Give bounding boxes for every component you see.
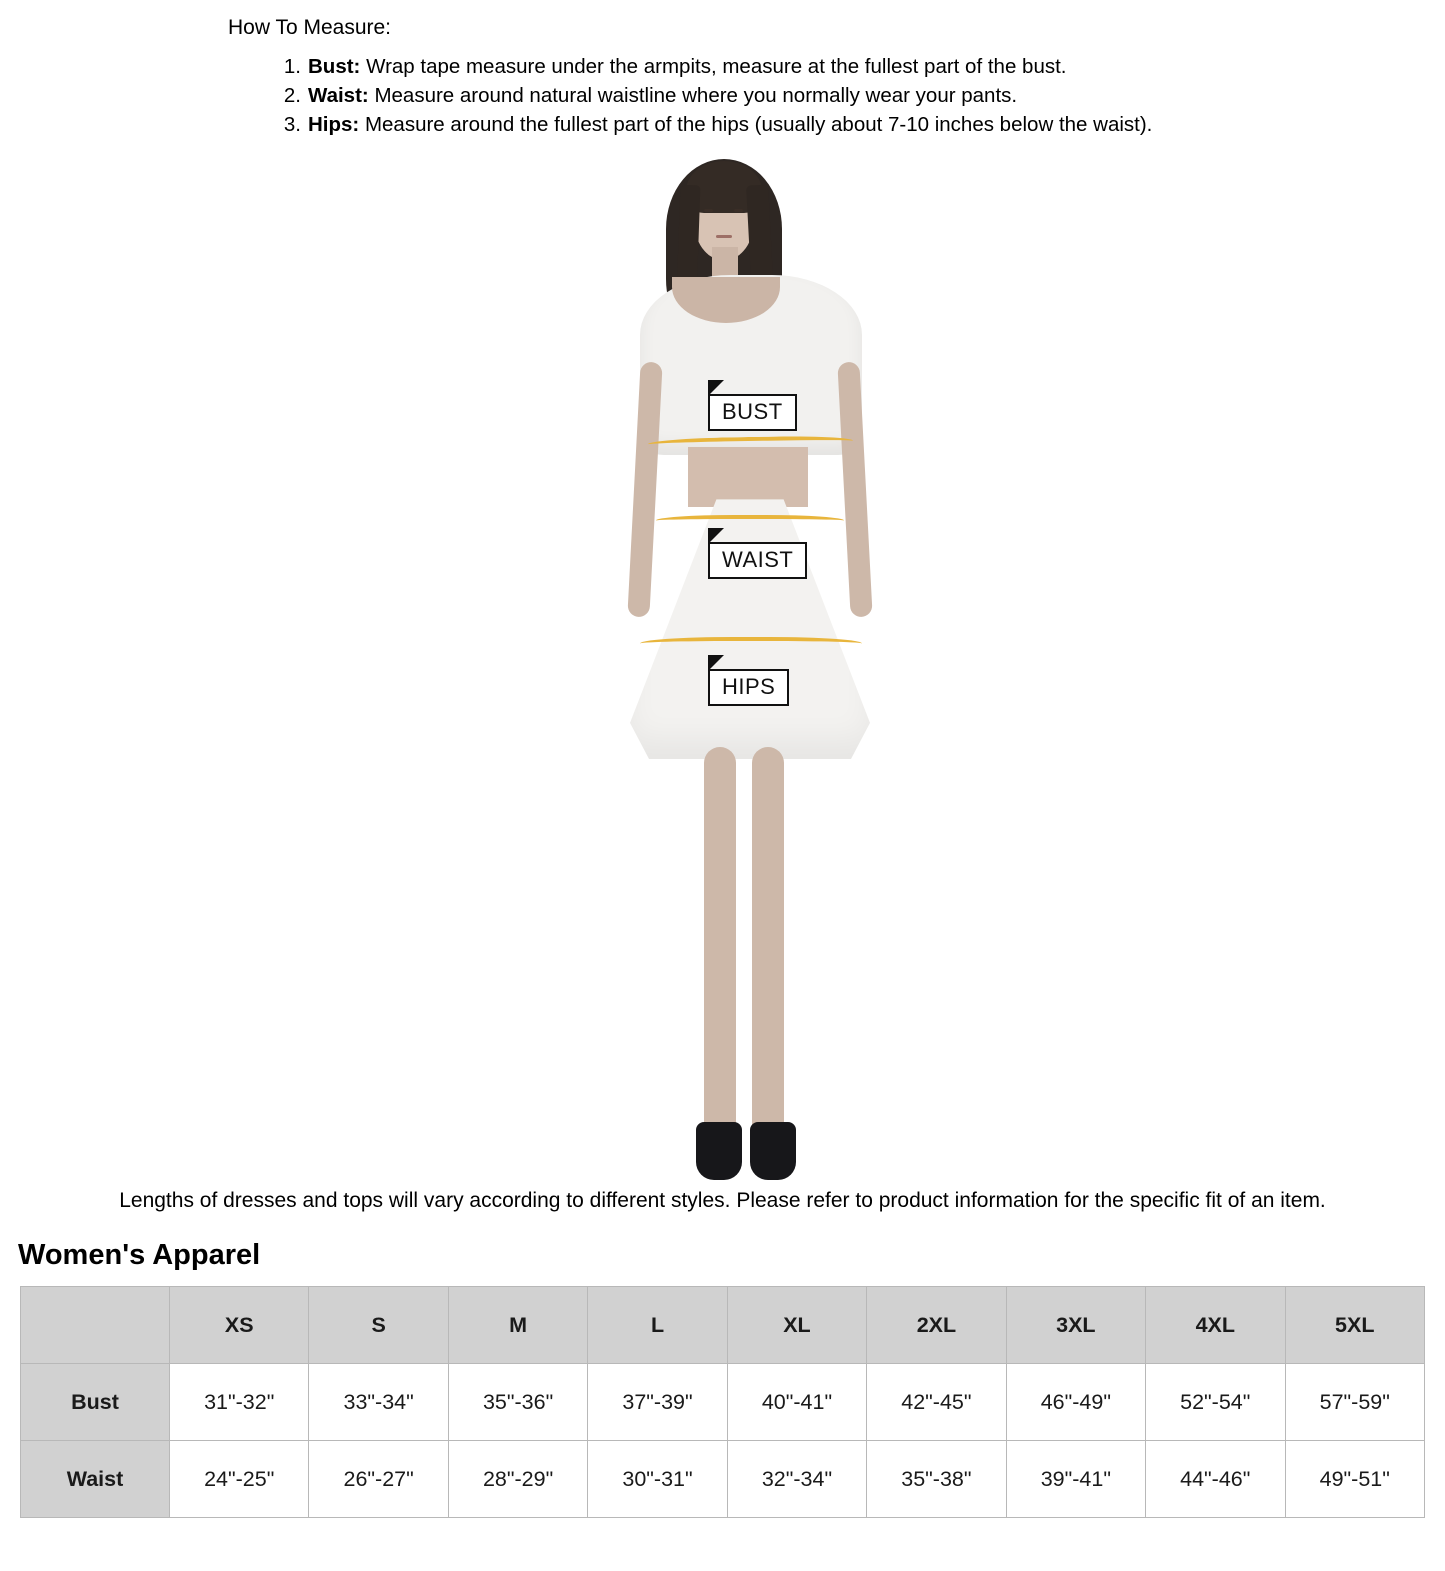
length-disclaimer-note: Lengths of dresses and tops will vary according to different styles. Please refer to product information for the specific fit of an item. xyxy=(119,1189,1326,1213)
cell-bust-xl: 40"-41" xyxy=(727,1364,866,1441)
cell-bust-m: 35"-36" xyxy=(448,1364,587,1441)
model-mouth xyxy=(716,235,732,238)
cell-bust-5xl: 57"-59" xyxy=(1285,1364,1425,1441)
model-eye-right xyxy=(734,209,743,212)
step-number: 2. xyxy=(283,84,301,108)
step-text: Measure around natural waistline where you normally wear your pants. xyxy=(368,84,1018,108)
model-illustration xyxy=(600,147,900,1187)
waist-callout-label: WAIST xyxy=(708,542,807,579)
cell-bust-2xl: 42"-45" xyxy=(867,1364,1006,1441)
column-header-xl: XL xyxy=(727,1287,866,1364)
column-header-2xl: 2XL xyxy=(867,1287,1006,1364)
column-header-s: S xyxy=(309,1287,448,1364)
how-to-measure-section xyxy=(0,16,1445,139)
step-label: Bust: xyxy=(308,55,361,78)
cell-waist-l: 30"-31" xyxy=(588,1441,727,1518)
table-corner-cell xyxy=(21,1287,170,1364)
measure-step-bust xyxy=(275,52,1445,81)
cell-waist-2xl: 35"-38" xyxy=(867,1441,1006,1518)
cell-bust-l: 37"-39" xyxy=(588,1364,727,1441)
column-header-l: L xyxy=(588,1287,727,1364)
column-header-m: M xyxy=(448,1287,587,1364)
step-text: Measure around the fullest part of the hips (usually about 7-10 inches below the waist). xyxy=(359,113,1153,137)
column-header-3xl: 3XL xyxy=(1006,1287,1145,1364)
table-row xyxy=(21,1364,1425,1441)
cell-bust-s: 33"-34" xyxy=(309,1364,448,1441)
cell-bust-3xl: 46"-49" xyxy=(1006,1364,1145,1441)
table-section-title: Women's Apparel xyxy=(18,1239,261,1272)
column-header-5xl: 5XL xyxy=(1285,1287,1425,1364)
cell-waist-s: 26"-27" xyxy=(309,1441,448,1518)
step-number: 3. xyxy=(283,113,301,137)
model-shoe-left xyxy=(696,1122,742,1180)
model-leg-left xyxy=(704,747,736,1137)
table-header-row xyxy=(21,1287,1425,1364)
row-header-bust: Bust xyxy=(21,1364,170,1441)
step-number: 1. xyxy=(283,55,301,78)
bust-callout-label: BUST xyxy=(708,394,797,431)
model-arm-right xyxy=(837,362,872,618)
hips-callout-label: HIPS xyxy=(708,669,789,706)
table-row xyxy=(21,1441,1425,1518)
cell-waist-4xl: 44"-46" xyxy=(1146,1441,1285,1518)
cell-waist-xs: 24"-25" xyxy=(170,1441,309,1518)
model-shoe-right xyxy=(750,1122,796,1180)
model-figure xyxy=(600,147,900,1187)
step-text: Wrap tape measure under the armpits, measure at the fullest part of the bust. xyxy=(360,55,1067,78)
model-leg-right xyxy=(752,747,784,1137)
hips-tape-line xyxy=(640,637,862,650)
model-eye-left xyxy=(704,209,713,212)
model-arm-left xyxy=(627,362,662,618)
column-header-xs: XS xyxy=(170,1287,309,1364)
model-skirt xyxy=(630,499,870,759)
step-label: Waist: xyxy=(308,84,369,108)
model-midriff xyxy=(688,447,808,507)
row-header-waist: Waist xyxy=(21,1441,170,1518)
measure-step-hips xyxy=(275,110,1445,139)
waist-tape-line xyxy=(656,515,844,526)
cell-waist-xl: 32"-34" xyxy=(727,1441,866,1518)
cell-waist-m: 28"-29" xyxy=(448,1441,587,1518)
cell-waist-3xl: 39"-41" xyxy=(1006,1441,1145,1518)
measure-step-waist xyxy=(275,81,1445,110)
womens-apparel-size-table xyxy=(20,1286,1425,1518)
cell-waist-5xl: 49"-51" xyxy=(1285,1441,1425,1518)
size-guide-page xyxy=(0,16,1445,1518)
measurement-figure-container xyxy=(0,139,1445,1189)
cell-bust-4xl: 52"-54" xyxy=(1146,1364,1285,1441)
step-label: Hips: xyxy=(308,113,360,137)
cell-bust-xs: 31"-32" xyxy=(170,1364,309,1441)
how-to-measure-steps xyxy=(275,52,1445,139)
column-header-4xl: 4XL xyxy=(1146,1287,1285,1364)
how-to-measure-title: How To Measure: xyxy=(228,16,392,39)
